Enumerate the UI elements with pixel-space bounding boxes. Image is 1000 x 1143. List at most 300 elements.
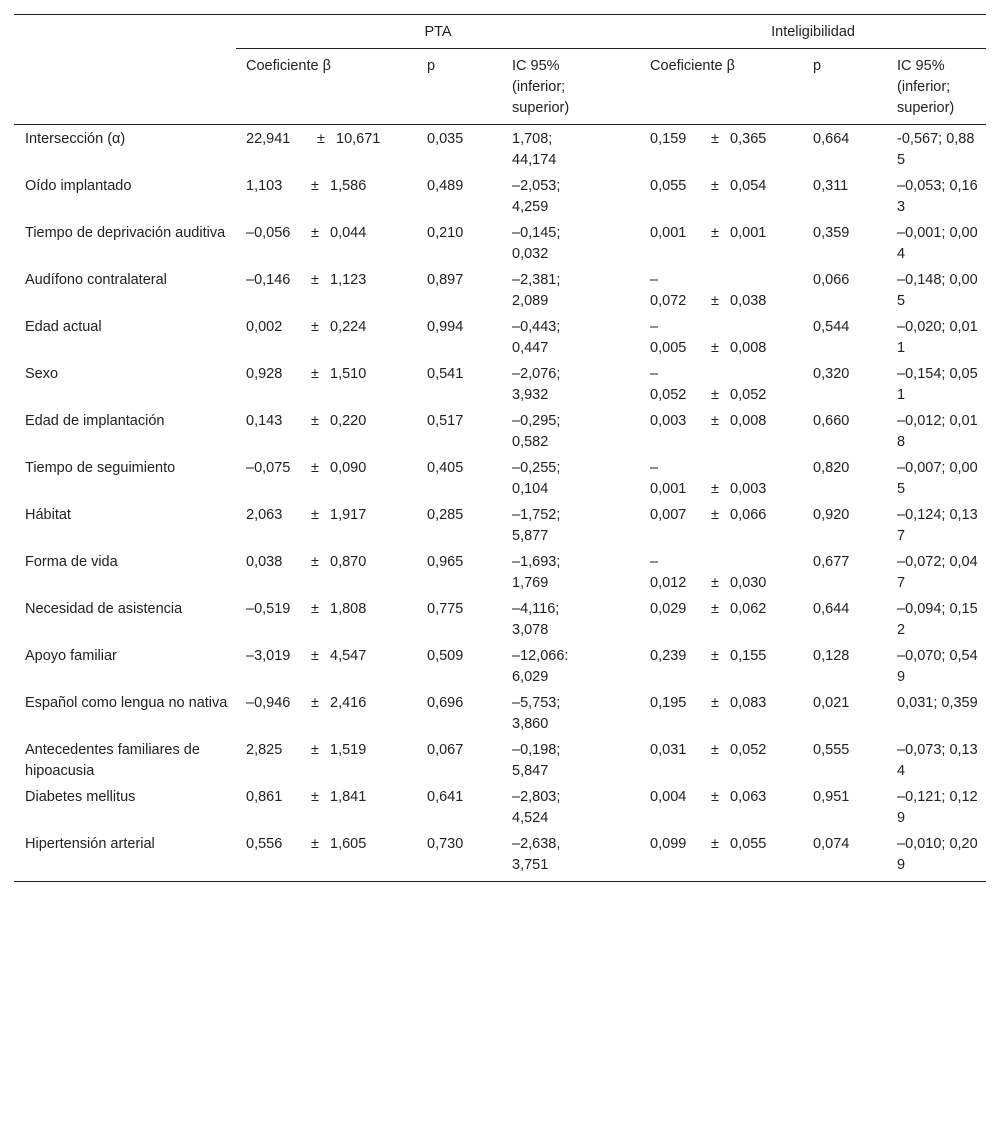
variable-label: Oído implantado [25, 178, 132, 194]
pta-std-error: 10,671 [336, 131, 381, 147]
pta-coefficient-line [246, 787, 427, 808]
pta-confidence-interval [512, 642, 640, 689]
int-beta-value: 0,012 [650, 575, 687, 591]
int-beta-value: 0,159 [650, 131, 687, 147]
ic-label-line3: superior) [512, 100, 570, 116]
plus-minus-sign: ± [311, 225, 319, 241]
pta-coefficient [236, 219, 427, 266]
pta-ic-lower: –4,116; [512, 601, 560, 617]
subheader-int-coef: Coeficiente β [640, 49, 813, 125]
pta-coefficient [236, 783, 427, 830]
plus-minus-sign: ± [711, 507, 720, 523]
int-coefficient [640, 172, 813, 219]
int-confidence-interval: –0,007; 0,005 [897, 460, 978, 497]
variable-label: Tiempo de seguimiento [25, 460, 176, 476]
pta-beta-value: 2,063 [246, 507, 283, 523]
pta-beta-value: 0,928 [246, 366, 283, 382]
pta-ic-upper: 6,029 [512, 669, 549, 685]
int-coefficient-line [650, 646, 813, 667]
int-beta-value: 0,195 [650, 695, 687, 711]
pta-beta-value: 0,038 [246, 554, 283, 570]
pta-ic-lower: –0,255; [512, 460, 561, 476]
int-negative-dash: – [650, 366, 659, 382]
variable-label: Audífono contralateral [25, 272, 167, 288]
ic-label-line3: superior) [897, 100, 955, 116]
pta-std-error: 1,510 [330, 366, 367, 382]
int-coefficient-line [650, 834, 813, 855]
plus-minus-sign: ± [311, 789, 319, 805]
pta-ic-upper: 3,860 [512, 716, 549, 732]
plus-minus-sign: ± [311, 319, 319, 335]
ic-label-line2: (inferior; [512, 79, 566, 95]
int-beta-value: 0,001 [650, 225, 687, 241]
int-p-value: 0,555 [813, 742, 850, 758]
int-beta-value: 0,072 [650, 293, 687, 309]
pta-confidence-interval [512, 219, 640, 266]
int-std-error: 0,052 [730, 742, 767, 758]
plus-minus-sign: ± [311, 178, 319, 194]
pta-ic-lower: –2,053; [512, 178, 561, 194]
int-confidence-interval: –0,121; 0,129 [897, 789, 978, 826]
variable-label: Edad de implantación [25, 413, 165, 429]
table-row [14, 642, 986, 689]
pta-confidence-interval [512, 313, 640, 360]
int-coefficient [640, 407, 813, 454]
pta-coefficient-line [246, 411, 427, 432]
int-p-value: 0,544 [813, 319, 850, 335]
pta-confidence-interval [512, 548, 640, 595]
pta-p-value: 0,994 [427, 319, 464, 335]
int-std-error: 0,001 [730, 225, 767, 241]
ic-label-line1: IC 95% [897, 58, 945, 74]
int-p-value: 0,066 [813, 272, 850, 288]
int-p-value: 0,359 [813, 225, 850, 241]
pta-ic-upper: 5,847 [512, 763, 549, 779]
ic-label-line2: (inferior; [897, 79, 951, 95]
plus-minus-sign: ± [311, 648, 319, 664]
int-beta-value: 0,003 [650, 413, 687, 429]
table-row [14, 125, 986, 173]
int-std-error: 0,066 [730, 507, 767, 523]
int-p-value: 0,128 [813, 648, 850, 664]
pta-std-error: 0,870 [330, 554, 367, 570]
plus-minus-sign: ± [711, 387, 720, 403]
plus-minus-sign: ± [711, 178, 720, 194]
int-coefficient-line [650, 385, 813, 406]
pta-std-error: 0,090 [330, 460, 367, 476]
subheader-pta-ic [512, 49, 640, 125]
pta-ic-lower: –0,198; [512, 742, 561, 758]
variable-label: Antecedentes familiares de hipoacusia [25, 742, 200, 779]
pta-p-value: 0,489 [427, 178, 464, 194]
int-confidence-interval: –0,001; 0,004 [897, 225, 978, 262]
pta-coefficient-line [246, 505, 427, 526]
pta-p-value: 0,067 [427, 742, 464, 758]
int-negative-dash: – [650, 272, 659, 288]
plus-minus-sign: ± [311, 272, 319, 288]
variable-label: Hábitat [25, 507, 71, 523]
pta-std-error: 2,416 [330, 695, 367, 711]
pta-coefficient-line [246, 693, 427, 714]
pta-p-value: 0,210 [427, 225, 464, 241]
pta-std-error: 1,808 [330, 601, 367, 617]
variable-label: Necesidad de asistencia [25, 601, 183, 617]
pta-p-value: 0,775 [427, 601, 464, 617]
pta-beta-value: –0,146 [246, 272, 291, 288]
pta-coefficient-line [246, 740, 427, 761]
int-negative-dash: – [650, 319, 659, 335]
pta-p-value: 0,965 [427, 554, 464, 570]
pta-coefficient-line [246, 646, 427, 667]
pta-coefficient-line [246, 834, 427, 855]
int-beta-value: 0,031 [650, 742, 687, 758]
pta-coefficient [236, 407, 427, 454]
int-std-error: 0,038 [730, 293, 767, 309]
plus-minus-sign: ± [711, 789, 720, 805]
int-p-value: 0,664 [813, 131, 850, 147]
int-p-value: 0,677 [813, 554, 850, 570]
int-coefficient-line [650, 223, 813, 244]
int-p-value: 0,320 [813, 366, 850, 382]
int-coefficient-line [650, 479, 813, 500]
int-coefficient-line [650, 573, 813, 594]
table-row [14, 595, 986, 642]
int-coefficient [640, 501, 813, 548]
pta-beta-value: 2,825 [246, 742, 283, 758]
pta-coefficient [236, 736, 427, 783]
pta-ic-upper: 4,524 [512, 810, 549, 826]
pta-coefficient [236, 125, 427, 173]
plus-minus-sign: ± [311, 695, 319, 711]
pta-std-error: 0,220 [330, 413, 367, 429]
int-std-error: 0,003 [730, 481, 767, 497]
pta-ic-upper: 5,877 [512, 528, 549, 544]
int-std-error: 0,008 [730, 340, 767, 356]
int-p-value: 0,660 [813, 413, 850, 429]
table-row [14, 313, 986, 360]
int-beta-value: 0,004 [650, 789, 687, 805]
plus-minus-sign: ± [711, 131, 720, 147]
variable-label: Sexo [25, 366, 59, 382]
plus-minus-sign: ± [311, 413, 319, 429]
plus-minus-sign: ± [311, 742, 319, 758]
int-coefficient [640, 736, 813, 783]
pta-ic-lower: –12,066: [512, 648, 569, 664]
plus-minus-sign: ± [711, 413, 720, 429]
pta-coefficient [236, 642, 427, 689]
int-beta-value: 0,029 [650, 601, 687, 617]
variable-label: Intersección (α) [25, 131, 126, 147]
int-coefficient-line [650, 338, 813, 359]
variable-label: Hipertensión arterial [14, 830, 236, 882]
pta-p-value: 0,035 [427, 131, 464, 147]
int-std-error: 0,054 [730, 178, 767, 194]
pta-std-error: 0,224 [330, 319, 367, 335]
table-row [14, 407, 986, 454]
pta-coefficient [236, 689, 427, 736]
pta-ic-lower: –1,752; [512, 507, 561, 523]
variable-label: Edad actual [25, 319, 102, 335]
pta-coefficient-line [246, 317, 427, 338]
pta-confidence-interval [512, 736, 640, 783]
variable-label: Español como lengua no nativa [25, 695, 228, 711]
pta-coefficient [236, 172, 427, 219]
int-coefficient [640, 360, 813, 407]
int-coefficient-line [650, 176, 813, 197]
pta-std-error: 1,605 [330, 836, 367, 852]
int-beta-value: 0,239 [650, 648, 687, 664]
pta-p-value: 0,517 [427, 413, 464, 429]
int-coefficient-line [650, 291, 813, 312]
plus-minus-sign: ± [711, 481, 720, 497]
pta-ic-upper: 2,089 [512, 293, 549, 309]
table-row [14, 360, 986, 407]
pta-coefficient-line [246, 270, 427, 291]
int-p-value: 0,311 [813, 178, 849, 194]
int-beta-value: 0,052 [650, 387, 687, 403]
int-confidence-interval: –0,094; 0,152 [897, 601, 978, 638]
int-coefficient-line [650, 599, 813, 620]
pta-ic-lower: –2,803; [512, 789, 561, 805]
plus-minus-sign: ± [711, 225, 720, 241]
int-p-value: 0,644 [813, 601, 850, 617]
int-confidence-interval: –0,124; 0,137 [897, 507, 978, 544]
int-coefficient [640, 830, 813, 882]
int-coefficient [640, 454, 813, 501]
int-coefficient-line [650, 505, 813, 526]
subheader-int-p: p [813, 49, 897, 125]
pta-ic-lower: –2,381; [512, 272, 561, 288]
table-row [14, 548, 986, 595]
pta-coefficient [236, 830, 427, 882]
pta-beta-value: 1,103 [246, 178, 283, 194]
pta-confidence-interval [512, 830, 640, 882]
int-std-error: 0,365 [730, 131, 767, 147]
regression-table [14, 14, 986, 882]
pta-beta-value: –0,946 [246, 695, 291, 711]
plus-minus-sign: ± [311, 836, 319, 852]
int-coefficient-line [650, 740, 813, 761]
pta-coefficient-line [246, 176, 427, 197]
table-row [14, 501, 986, 548]
int-std-error: 0,052 [730, 387, 767, 403]
int-confidence-interval: –0,070; 0,549 [897, 648, 978, 685]
int-std-error: 0,008 [730, 413, 767, 429]
int-std-error: 0,062 [730, 601, 767, 617]
int-confidence-interval: –0,072; 0,047 [897, 554, 978, 591]
pta-ic-lower: –2,076; [512, 366, 561, 382]
variable-label: Tiempo de deprivación auditiva [25, 225, 226, 241]
pta-ic-upper: 0,104 [512, 481, 549, 497]
plus-minus-sign: ± [711, 293, 720, 309]
int-confidence-interval: –0,020; 0,011 [897, 319, 978, 356]
ic-label-line1: IC 95% [512, 58, 560, 74]
variable-label: Diabetes mellitus [25, 789, 136, 805]
int-beta-value: 0,005 [650, 340, 687, 356]
pta-confidence-interval [512, 689, 640, 736]
int-coefficient-line [650, 787, 813, 808]
int-confidence-interval: –0,010; 0,209 [897, 830, 986, 882]
int-beta-value: 0,099 [650, 836, 687, 852]
table-body [14, 125, 986, 882]
pta-coefficient-line [246, 552, 427, 573]
pta-confidence-interval [512, 360, 640, 407]
int-coefficient [640, 595, 813, 642]
int-std-error: 0,063 [730, 789, 767, 805]
plus-minus-sign: ± [311, 507, 319, 523]
pta-beta-value: 0,556 [246, 836, 283, 852]
pta-p-value: 0,509 [427, 648, 464, 664]
int-beta-value: 0,055 [650, 178, 687, 194]
pta-beta-value: 22,941 [246, 131, 291, 147]
pta-ic-lower: –5,753; [512, 695, 561, 711]
pta-ic-lower: –0,295; [512, 413, 561, 429]
int-coefficient [640, 125, 813, 173]
plus-minus-sign: ± [311, 460, 319, 476]
pta-coefficient [236, 548, 427, 595]
group-header-pta: PTA [236, 15, 640, 49]
pta-coefficient [236, 313, 427, 360]
pta-ic-upper: 3,932 [512, 387, 549, 403]
int-std-error: 0,155 [730, 648, 767, 664]
subheader-pta-coef: Coeficiente β [236, 49, 427, 125]
plus-minus-sign: ± [711, 742, 720, 758]
pta-confidence-interval [512, 266, 640, 313]
plus-minus-sign: ± [711, 601, 720, 617]
table-row [14, 266, 986, 313]
header-blank [14, 15, 236, 49]
subheader-blank [14, 49, 236, 125]
pta-confidence-interval [512, 595, 640, 642]
pta-std-error: 4,547 [330, 648, 367, 664]
pta-ic-upper: 0,032 [512, 246, 549, 262]
variable-label: Apoyo familiar [25, 648, 117, 664]
int-p-value: 0,920 [813, 507, 850, 523]
int-negative-dash: – [650, 554, 659, 570]
pta-coefficient-line [246, 599, 427, 620]
group-header-inteligibilidad: Inteligibilidad [640, 15, 986, 49]
pta-coefficient [236, 266, 427, 313]
table-row [14, 689, 986, 736]
int-std-error: 0,030 [730, 575, 767, 591]
int-p-value: 0,820 [813, 460, 850, 476]
pta-ic-upper: 3,078 [512, 622, 549, 638]
pta-ic-upper: 4,259 [512, 199, 549, 215]
int-coefficient-line [650, 411, 813, 432]
pta-coefficient [236, 360, 427, 407]
pta-std-error: 1,841 [330, 789, 367, 805]
int-p-value: 0,021 [813, 695, 850, 711]
pta-std-error: 1,917 [330, 507, 367, 523]
group-header-row [14, 15, 986, 49]
int-p-value: 0,951 [813, 789, 850, 805]
int-std-error: 0,055 [730, 836, 767, 852]
plus-minus-sign: ± [317, 131, 325, 147]
pta-beta-value: –0,519 [246, 601, 291, 617]
plus-minus-sign: ± [311, 601, 319, 617]
int-beta-value: 0,001 [650, 481, 687, 497]
pta-coefficient-line [246, 364, 427, 385]
pta-ic-lower: –1,693; [512, 554, 561, 570]
pta-std-error: 1,586 [330, 178, 367, 194]
pta-confidence-interval [512, 407, 640, 454]
int-confidence-interval: -0,567; 0,885 [897, 131, 975, 168]
plus-minus-sign: ± [711, 695, 720, 711]
plus-minus-sign: ± [311, 554, 319, 570]
variable-label: Forma de vida [25, 554, 118, 570]
subheader-pta-p: p [427, 49, 512, 125]
pta-std-error: 1,123 [330, 272, 367, 288]
pta-coefficient [236, 501, 427, 548]
pta-p-value: 0,897 [427, 272, 464, 288]
pta-beta-value: 0,861 [246, 789, 283, 805]
table-row [14, 783, 986, 830]
pta-confidence-interval [512, 454, 640, 501]
pta-coefficient [236, 595, 427, 642]
int-coefficient-line [650, 129, 813, 150]
int-coefficient-line [650, 693, 813, 714]
pta-p-value: 0,285 [427, 507, 464, 523]
pta-ic-lower: –0,145; [512, 225, 561, 241]
pta-beta-value: 0,002 [246, 319, 283, 335]
int-confidence-interval: –0,073; 0,134 [897, 742, 978, 779]
pta-ic-upper: 3,751 [512, 857, 549, 873]
pta-coefficient-line [246, 223, 427, 244]
table-row [14, 736, 986, 783]
pta-confidence-interval [512, 501, 640, 548]
int-beta-value: 0,007 [650, 507, 687, 523]
pta-coefficient-line [246, 129, 427, 150]
pta-beta-value: 0,143 [246, 413, 283, 429]
int-coefficient [640, 266, 813, 313]
pta-p-value: 0,541 [427, 366, 464, 382]
pta-p-value: 0,405 [427, 460, 464, 476]
int-confidence-interval: –0,012; 0,018 [897, 413, 978, 450]
int-confidence-interval: –0,148; 0,005 [897, 272, 978, 309]
pta-beta-value: –3,019 [246, 648, 291, 664]
pta-ic-upper: 1,769 [512, 575, 549, 591]
pta-p-value: 0,696 [427, 695, 464, 711]
int-coefficient [640, 219, 813, 266]
table-row [14, 830, 986, 882]
plus-minus-sign: ± [711, 836, 720, 852]
pta-ic-upper: 44,174 [512, 152, 557, 168]
int-p-value: 0,074 [813, 830, 897, 882]
pta-confidence-interval [512, 172, 640, 219]
pta-p-value: 0,730 [427, 830, 512, 882]
pta-ic-lower: –2,638, [512, 836, 561, 852]
plus-minus-sign: ± [711, 575, 720, 591]
int-confidence-interval: –0,154; 0,051 [897, 366, 978, 403]
table-row [14, 219, 986, 266]
plus-minus-sign: ± [711, 648, 720, 664]
int-coefficient [640, 783, 813, 830]
int-coefficient [640, 313, 813, 360]
pta-p-value: 0,641 [427, 789, 464, 805]
subheader-int-ic [897, 49, 986, 125]
pta-ic-upper: 0,447 [512, 340, 549, 356]
plus-minus-sign: ± [711, 340, 720, 356]
pta-ic-lower: 1,708; [512, 131, 553, 147]
pta-ic-upper: 0,582 [512, 434, 549, 450]
results-table-container [14, 14, 986, 882]
int-confidence-interval: –0,053; 0,163 [897, 178, 978, 215]
int-negative-dash: – [650, 460, 659, 476]
pta-std-error: 0,044 [330, 225, 367, 241]
int-std-error: 0,083 [730, 695, 767, 711]
pta-confidence-interval [512, 783, 640, 830]
pta-coefficient [236, 454, 427, 501]
